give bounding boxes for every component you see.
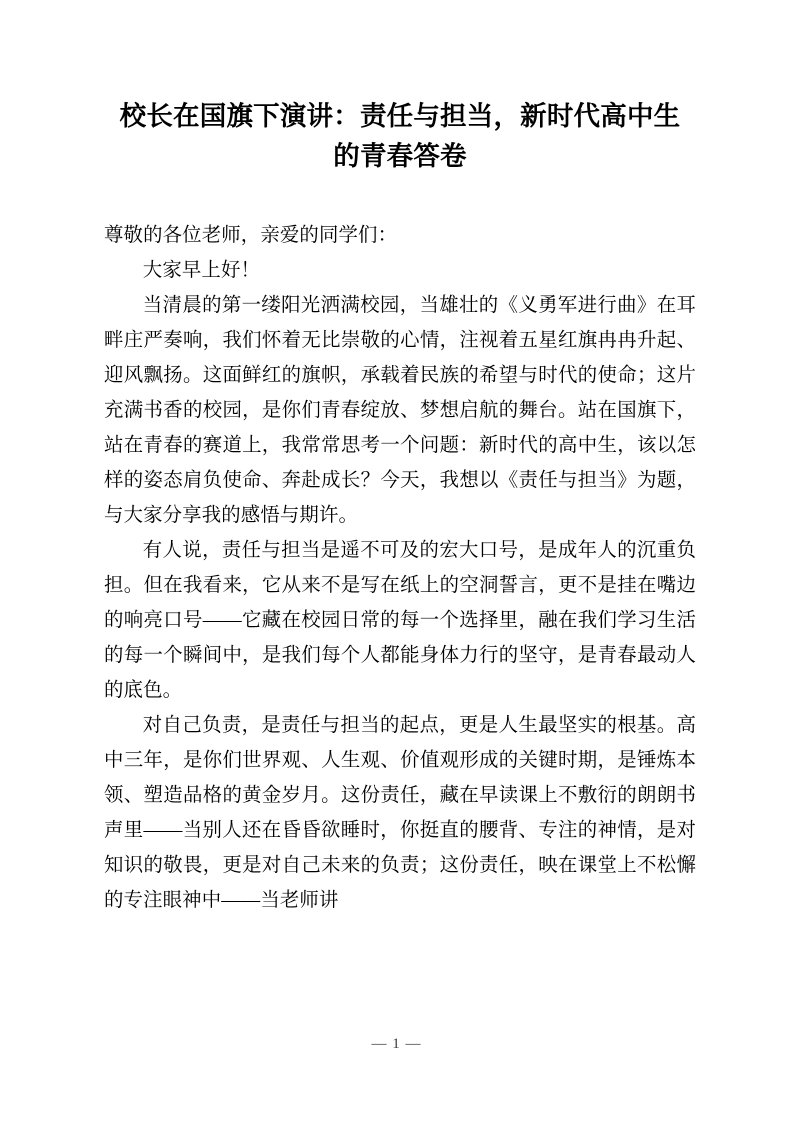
- paragraph-opening: 当清晨的第一缕阳光洒满校园，当雄壮的《义勇军进行曲》在耳畔庄严奏响，我们怀着无比崇敬的心情，注视着五星红旗冉冉升起、迎风飘扬。这面鲜红的旗帜，承载着民族的希望与时代的使命；这片充满书香的校园，是你们青春绽放、梦想启航的舞台。站在国旗下，站在青春的赛道上，我常常思考一个问题：新时代的高中生，该以怎样的姿态肩负使命、奔赴成长？今天，我想以《责任与担当》为题，与大家分享我的感悟与期许。: [104, 295, 696, 526]
- paragraph-greeting: 大家早上好！: [142, 260, 261, 281]
- page-number-footer: — 1 —: [371, 1036, 422, 1052]
- document-body: [104, 218, 696, 918]
- paragraph-self-responsibility: 对自己负责，是责任与担当的起点，更是人生最坚实的根基。高中三年，是你们世界观、人生观、价值观形成的关键时期，是锤炼本领、塑造品格的黄金岁月。这份责任，藏在早读课上不敷衍的朗朗书声里——当别人还在昏昏欲睡时，你挺直的腰背、专注的神情，是对知识的敬畏，更是对自己未来的负责；这份责任，映在课堂上不松懈的专注眼神中——当老师讲: [104, 715, 696, 911]
- page-title: 校长在国旗下演讲：责任与担当，新时代高中生的青春答卷: [119, 101, 681, 171]
- paragraph-responsibility-meaning: 有人说，责任与担当是遥不可及的宏大口号，是成年人的沉重负担。但在我看来，它从来不是写在纸上的空洞誓言，更不是挂在嘴边的响亮口号——它藏在校园日常的每一个选择里，融在我们学习生活的每一个瞬间中，是我们每个人都能身体力行的坚守，是青春最动人的底色。: [104, 540, 696, 701]
- paragraph-salutation: 尊敬的各位老师，亲爱的同学们：: [104, 225, 398, 246]
- page-content: [104, 96, 696, 918]
